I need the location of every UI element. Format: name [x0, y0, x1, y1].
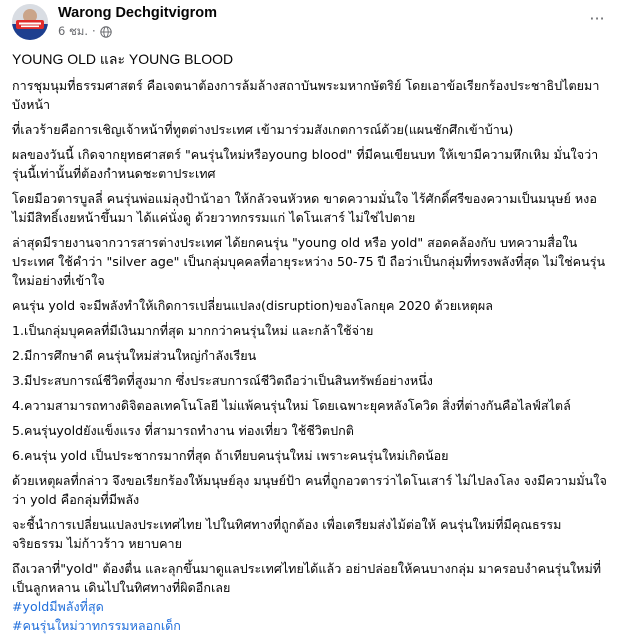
globe-icon	[100, 26, 112, 38]
post-time[interactable]: 6 ชม.	[58, 24, 89, 38]
author-name[interactable]: Warong Dechgitvigrom	[58, 5, 217, 21]
post-header	[12, 0, 611, 50]
post-paragraph-title: YOUNG OLD และ YOUNG BLOOD	[12, 51, 234, 67]
hashtag-link[interactable]: #คนรุ่นใหม่วาทกรรมหลอกเด็ก	[12, 618, 181, 633]
more-horizontal-icon: ···	[589, 8, 605, 28]
author-avatar[interactable]	[12, 4, 48, 40]
avatar-image	[12, 4, 48, 40]
post-paragraph: ที่เลวร้ายคือการเชิญเจ้าหน้าที่ทูตต่างประเทศ เข้ามาร่วมสังเกตการณ์ด้วย(แผนชักศึกเข้าบ้าน)	[12, 122, 514, 137]
post-paragraph: 3.มีประสบการณ์ชีวิตที่สูงมาก ซึ่งประสบการณ์ชีวิตถือว่าเป็นสินทรัพย์อย่างหนึ่ง	[12, 373, 433, 388]
post-paragraph: การชุมนุมที่ธรรมศาสตร์ คือเจตนาต้องการล้มล้างสถาบันพระมหากษัตริย์ โดยเอาข้อเรียกร้องประชาธิปไตยมาบังหน้า	[12, 78, 600, 112]
post-paragraph: 2.มีการศึกษาดี คนรุ่นใหม่ส่วนใหญ่กำลังเรียน	[12, 348, 257, 363]
hashtag-link[interactable]: #yoldมีพลังที่สุด	[12, 599, 104, 614]
post-meta	[58, 4, 217, 40]
more-options-button[interactable]	[585, 8, 609, 28]
separator-dot: ·	[92, 24, 96, 38]
post-subline	[58, 24, 217, 39]
post-body	[12, 50, 611, 635]
post-paragraph: 4.ความสามารถทางดิจิตอลเทคโนโลยี ไม่แพ้คนรุ่นใหม่ โดยเฉพาะยุคหลังโควิด สิ่งที่ต่างกันคือไลฟ์สไตล์	[12, 398, 571, 413]
post-paragraph: ถึงเวลาที่"yold" ต้องตื่น และลุกขึ้นมาดูแลประเทศไทยได้แล้ว อย่าปล่อยให้คนบางกลุ่ม มาครอบงำคนรุ่นใหม่ที่เป็นลูกหลาน เดินไปในทิศทางที่ผิดอีกเลย	[12, 561, 602, 595]
post-paragraph: โดยมีอวตารบูลลี่ คนรุ่นพ่อแม่ลุงป้าน้าอา ให้กลัวจนหัวหด ขาดความมั่นใจ ไร้ศักดิ์ศรีของความเป็นมนุษย์ หงอ ไม่มีสิทธิ์เงยหน้าขึ้นมา ได้แค่นั่งดู ด้วยวาทกรรมแก่ ไดโนเสาร์ ไม่ใช่ไปตาย	[12, 191, 597, 225]
post-paragraph: 1.เป็นกลุ่มบุคคลที่มีเงินมากที่สุด มากกว่าคนรุ่นใหม่ และกล้าใช้จ่าย	[12, 323, 374, 338]
post-paragraph: 5.คนรุ่นyoldยังแข็งแรง ที่สามารถทำงาน ท่องเที่ยว ใช้ชีวิตปกติ	[12, 423, 354, 438]
post-paragraph: ด้วยเหตุผลที่กล่าว จึงขอเรียกร้องให้มนุษย์ลุง มนุษย์ป้า คนที่ถูกอวตารว่าไดโนเสาร์ ไม่ไปลงโลง จงมีความมั่นใจว่า yold คือกลุ่มที่มีพลัง	[12, 473, 607, 507]
post-paragraph: ล่าสุดมีรายงานจากวารสารต่างประเทศ ได้ยกคนรุ่น "young old หรือ yold" สอดคล้องกับ บทความสื่อในประเทศ ใช้คำว่า "silver age" เป็นกลุ่มบุคคลที่อายุระหว่าง 50-75 ปี ถือว่าเป็นกลุ่มที่ทรงพลังที่สุด ไม่ใช่คนรุ่นใหม่อย่างที่เข้าใจ	[12, 235, 606, 288]
post-paragraph: 6.คนรุ่น yold เป็นประชากรมากที่สุด ถ้าเทียบคนรุ่นใหม่ เพราะคนรุ่นใหม่เกิดน้อย	[12, 448, 449, 463]
hashtag-list	[12, 597, 611, 635]
post-paragraph: คนรุ่น yold จะมีพลังทำให้เกิดการเปลี่ยนแปลง(disruption)ของโลกยุค 2020 ด้วยเหตุผล	[12, 298, 494, 313]
post-paragraph: จะชี้นำการเปลี่ยนแปลงประเทศไทย ไปในทิศทางที่ถูกต้อง เพื่อเตรียมส่งไม้ต่อให้ คนรุ่นใหม่ที่มีคุณธรรม จริยธรรม ไม่ก้าวร้าว หยาบคาย	[12, 517, 562, 551]
post-paragraph: ผลของวันนี้ เกิดจากยุทธศาสตร์ "คนรุ่นใหม่หรือyoung blood" ที่มีคนเขียนบท ให้เขามีความหึกเหิม มั่นใจว่ารุ่นนี้เท่านั้นที่ต้องกำหนดชะตาประเทศ	[12, 147, 599, 181]
